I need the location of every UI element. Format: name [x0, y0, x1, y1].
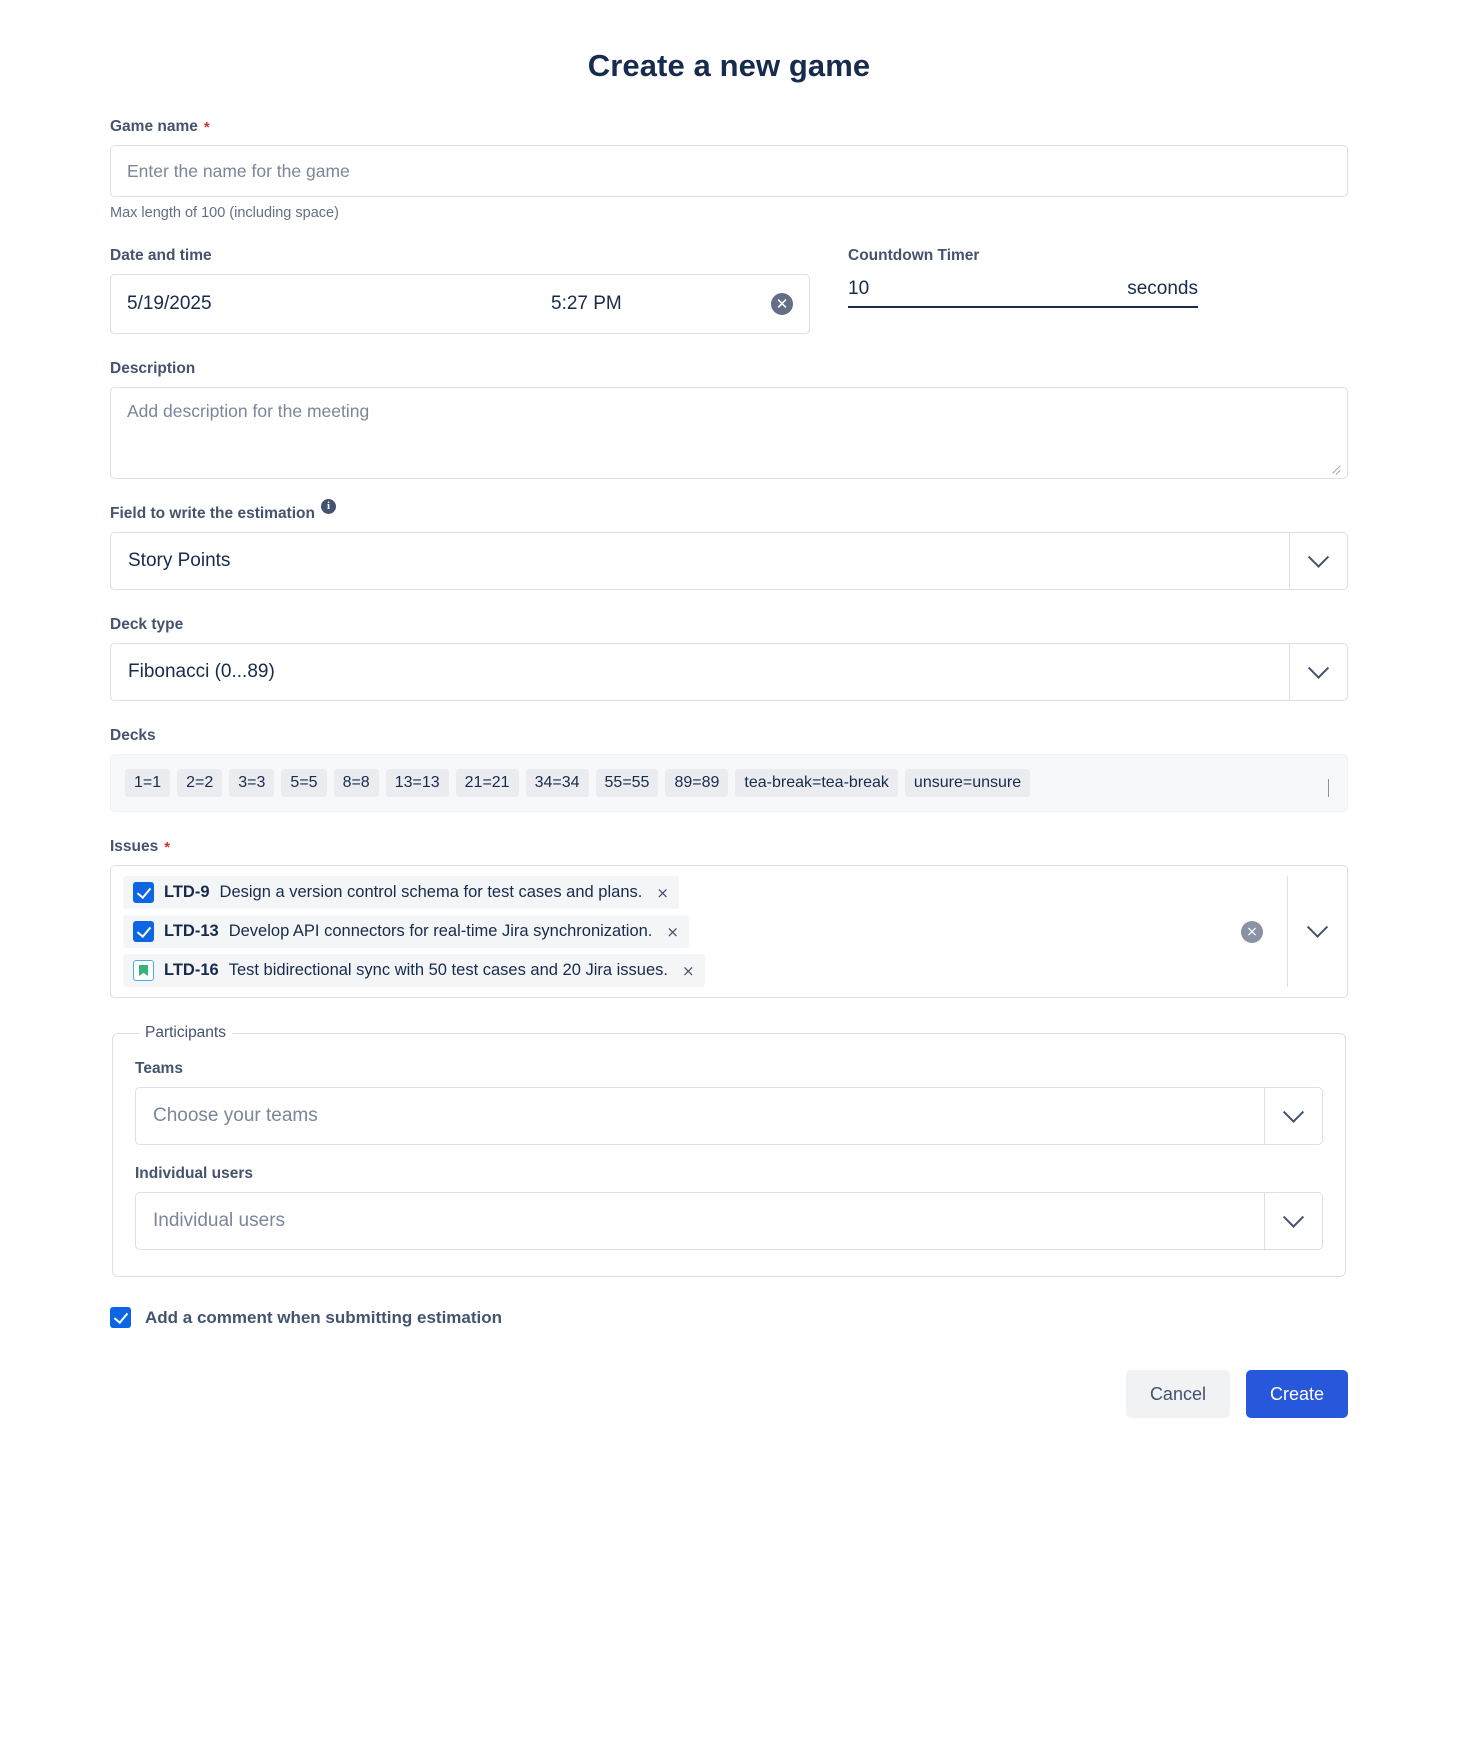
date-time-input[interactable] [110, 274, 810, 334]
issue-key: LTD-13 [164, 922, 219, 940]
description-textarea[interactable] [110, 387, 1348, 479]
deck-chip: 3=3 [229, 769, 274, 797]
issue-key: LTD-9 [164, 883, 210, 901]
decks-label: Decks [110, 727, 156, 744]
game-name-label-text: Game name [110, 118, 198, 135]
checkbox-checked-icon[interactable] [133, 921, 154, 942]
time-value: 5:27 PM [551, 293, 622, 314]
required-asterisk: * [164, 838, 171, 856]
chevron-down-icon[interactable] [1264, 1193, 1322, 1249]
teams-placeholder: Choose your teams [153, 1105, 318, 1126]
game-name-label [110, 118, 1348, 136]
teams-label: Teams [135, 1060, 183, 1077]
list-item[interactable] [123, 954, 705, 987]
deck-chip: 89=89 [665, 769, 728, 797]
date-time-label: Date and time [110, 247, 212, 264]
comment-checkbox-row[interactable] [110, 1307, 1348, 1328]
estimation-field-group [110, 499, 1348, 590]
participants-fieldset [112, 1024, 1346, 1277]
estimation-field-label [110, 499, 1348, 523]
cancel-button[interactable]: Cancel [1126, 1370, 1230, 1418]
deck-chip: 34=34 [526, 769, 589, 797]
game-name-field-group [110, 118, 1348, 221]
countdown-timer-input[interactable] [848, 278, 1198, 308]
issues-label [110, 838, 1348, 856]
issues-label-text: Issues [110, 838, 159, 855]
create-button[interactable]: Create [1246, 1370, 1348, 1418]
issue-summary: Test bidirectional sync with 50 test cases and 20 Jira issues. [228, 961, 668, 979]
datetime-timer-row [110, 247, 1348, 334]
date-value: 5/19/2025 [127, 293, 212, 314]
close-icon[interactable]: × [656, 883, 669, 902]
game-name-placeholder: Enter the name for the game [127, 160, 350, 181]
chevron-down-icon[interactable] [1287, 876, 1347, 987]
checkbox-checked-icon[interactable] [133, 882, 154, 903]
info-icon[interactable]: i [321, 499, 336, 514]
game-name-input[interactable] [110, 145, 1348, 197]
page-title: Create a new game [587, 48, 871, 83]
deck-chip: 1=1 [125, 769, 170, 797]
chevron-down-icon[interactable] [1289, 644, 1347, 700]
estimation-field-select[interactable] [110, 532, 1348, 590]
individual-users-select[interactable] [135, 1192, 1323, 1250]
issue-summary: Design a version control schema for test cases and plans. [219, 883, 643, 901]
checkbox-checked-icon[interactable] [110, 1307, 131, 1328]
deck-chip: 5=5 [281, 769, 326, 797]
deck-chip: 2=2 [177, 769, 222, 797]
deck-type-select[interactable] [110, 643, 1348, 701]
chevron-down-icon[interactable] [1264, 1088, 1322, 1144]
teams-group [135, 1060, 1323, 1145]
clear-icon[interactable]: ✕ [771, 293, 793, 315]
close-icon[interactable]: × [682, 961, 695, 980]
dialog-footer [110, 1370, 1348, 1438]
decks-group [110, 727, 1348, 812]
estimation-field-label-text: Field to write the estimation [110, 505, 315, 522]
list-item[interactable] [123, 876, 679, 909]
participants-legend: Participants [145, 1024, 226, 1041]
description-placeholder: Add description for the meeting [127, 401, 370, 421]
deck-chip: 13=13 [386, 769, 449, 797]
close-icon[interactable]: × [666, 922, 679, 941]
issues-chip-list [123, 876, 1217, 987]
story-icon [133, 960, 154, 981]
issues-select[interactable] [110, 865, 1348, 998]
deck-type-group [110, 616, 1348, 701]
description-label: Description [110, 360, 196, 377]
date-time-group [110, 247, 810, 334]
countdown-timer-label: Countdown Timer [848, 247, 980, 264]
deck-chip: 55=55 [596, 769, 659, 797]
deck-chip: 21=21 [456, 769, 519, 797]
individual-users-label: Individual users [135, 1165, 254, 1182]
comment-checkbox-label: Add a comment when submitting estimation [145, 1307, 503, 1327]
resize-grip-icon[interactable] [1331, 462, 1343, 474]
countdown-timer-unit: seconds [1127, 278, 1198, 299]
issues-group [110, 838, 1348, 998]
countdown-timer-value: 10 [848, 278, 870, 299]
countdown-timer-group [848, 247, 1348, 308]
deck-type-label: Deck type [110, 616, 184, 633]
issues-actions [1217, 876, 1347, 987]
game-name-hint: Max length of 100 (including space) [110, 205, 339, 221]
deck-chip: 8=8 [334, 769, 379, 797]
description-group [110, 360, 1348, 479]
issue-summary: Develop API connectors for real-time Jira synchronization. [228, 922, 653, 940]
chevron-down-icon[interactable] [1289, 533, 1347, 589]
issue-key: LTD-16 [164, 961, 219, 979]
deck-chip: unsure=unsure [905, 769, 1030, 797]
individual-users-placeholder: Individual users [153, 1210, 286, 1231]
list-item[interactable] [123, 915, 689, 948]
deck-chip: tea-break=tea-break [735, 769, 898, 797]
chevron-down-icon[interactable] [1328, 779, 1329, 797]
teams-select[interactable] [135, 1087, 1323, 1145]
individual-users-group [135, 1165, 1323, 1250]
required-asterisk: * [203, 118, 210, 136]
clear-all-icon[interactable]: × [1241, 921, 1263, 943]
estimation-field-value: Story Points [128, 550, 231, 571]
decks-chip-list[interactable] [110, 754, 1348, 812]
deck-type-value: Fibonacci (0...89) [128, 661, 275, 682]
